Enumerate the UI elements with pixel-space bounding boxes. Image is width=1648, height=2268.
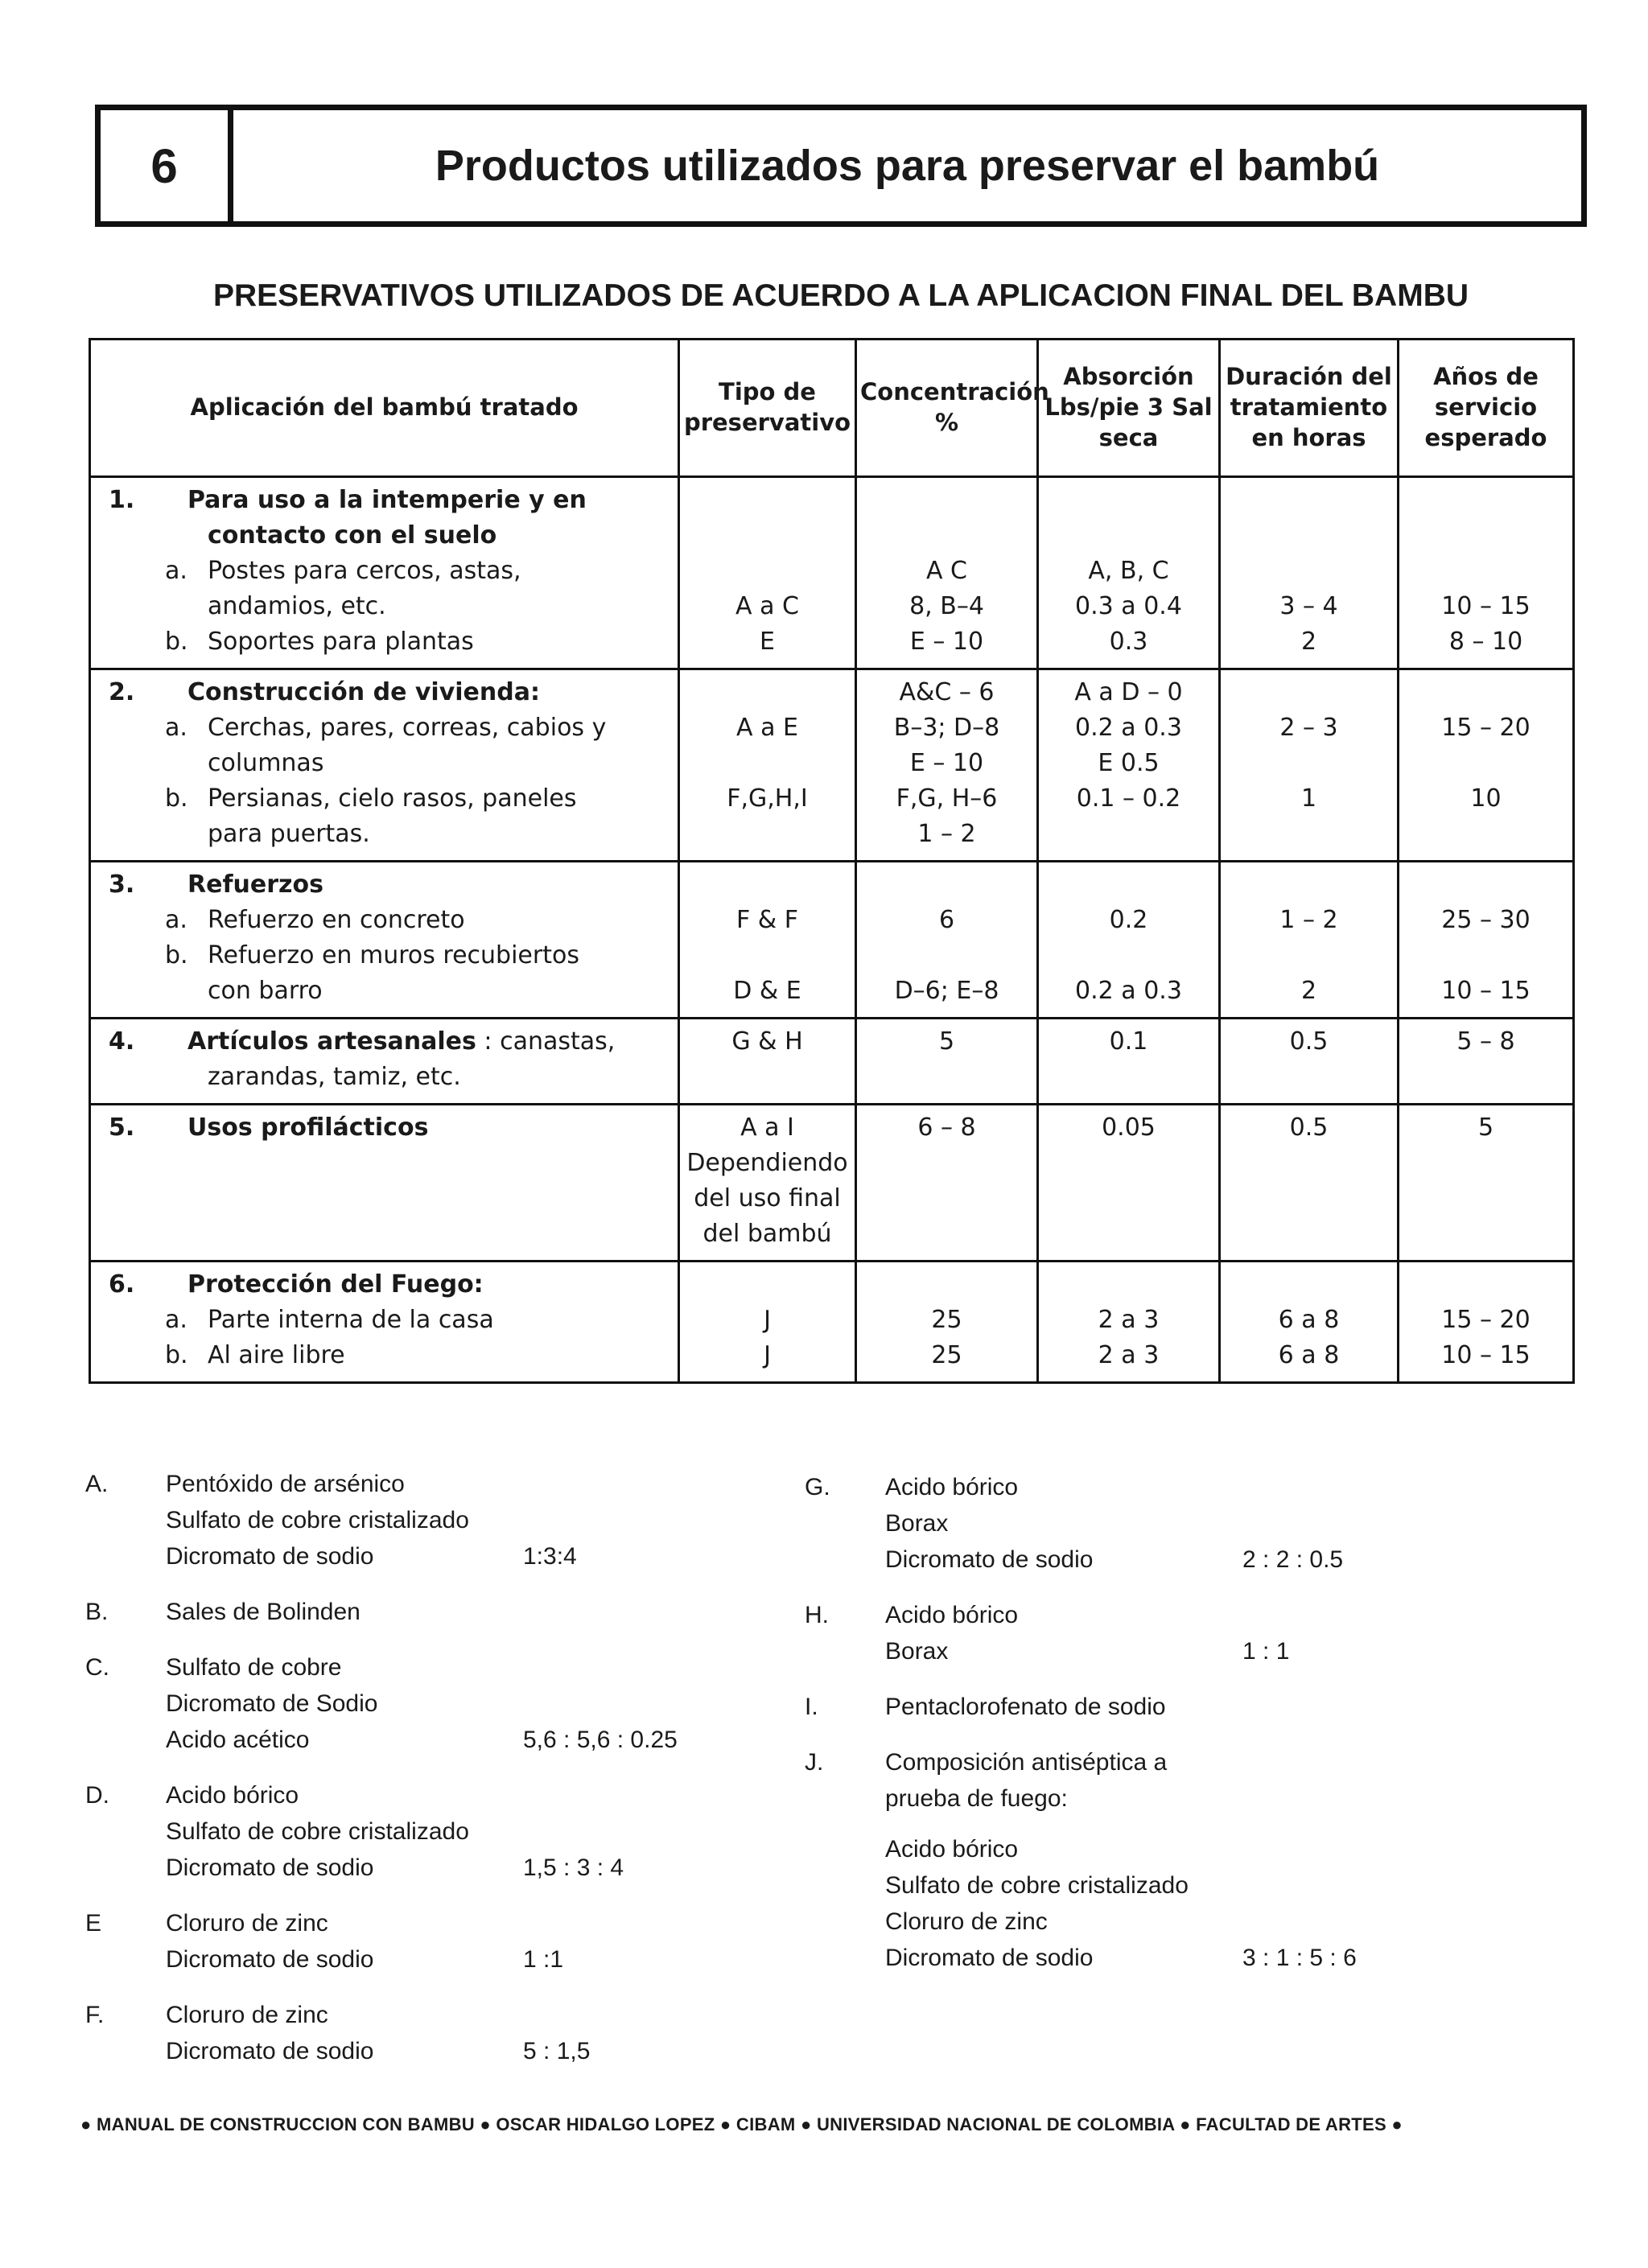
item-text: Parte interna de la casa: [208, 1306, 494, 1334]
list-item: [91, 710, 678, 746]
list-item: [91, 1338, 678, 1373]
legend-letter: C.: [85, 1654, 109, 1681]
cell-aplicacion: [90, 1019, 679, 1105]
cell-tipo: A a I Dependiendo del uso final del bambú: [679, 1105, 856, 1262]
footer: ● MANUAL DE CONSTRUCCION CON BAMBU ● OSCAR HIDALGO LOPEZ ● CIBAM ● UNIVERSIDAD NACIONAL DE COLOMBIA ● FACULTAD DE ARTES ●: [80, 2114, 1403, 2134]
list-item: [91, 746, 678, 781]
cell-anos: 15 – 20 10 – 15: [1399, 1262, 1574, 1383]
section-title: Para uso a la intemperie y en: [187, 486, 587, 514]
section-heading: [91, 675, 678, 710]
section-title-cont: zarandas, tamiz, etc.: [208, 1063, 461, 1091]
item-letter: b.: [165, 941, 188, 969]
table-header-row: [90, 340, 1574, 477]
legend-compound: Acido bórico: [166, 1782, 299, 1809]
table-section: [90, 1105, 1574, 1262]
col-header-concentracion: Concentración %: [856, 340, 1038, 477]
legend-compound: Dicromato de sodio: [166, 2038, 374, 2064]
list-item: [91, 781, 678, 817]
table-row: [90, 1105, 1574, 1262]
item-letter: a.: [165, 1306, 187, 1334]
legend-ratio: 3 : 1 : 5 : 6: [1242, 1945, 1357, 1971]
item-text: Persianas, cielo rasos, paneles: [208, 784, 577, 813]
legend-compound: Sulfato de cobre cristalizado: [885, 1872, 1189, 1899]
legend-letter: I.: [805, 1694, 818, 1720]
legend-letter: A.: [85, 1471, 109, 1497]
legend-item: [805, 1597, 1481, 1669]
cell-absorcion: A a D – 0 0.2 a 0.3 E 0.5 0.1 – 0.2: [1038, 669, 1220, 862]
list-item: [91, 938, 678, 973]
cell-absorcion: 0.2 0.2 a 0.3: [1038, 862, 1220, 1019]
list-item: [91, 903, 678, 938]
cell-concentracion: 5: [856, 1019, 1038, 1105]
legend-ratio: 1:3:4: [523, 1543, 577, 1570]
legend-compound: Borax: [885, 1638, 949, 1665]
legend-compound: Sulfato de cobre cristalizado: [166, 1507, 469, 1533]
legend-compound: Acido acético: [166, 1727, 310, 1753]
table-row: [90, 862, 1574, 1019]
legend-item: [85, 1997, 761, 2069]
cell-tipo: G & H: [679, 1019, 856, 1105]
legend-item: [85, 1649, 761, 1758]
section-title: Protección del Fuego:: [187, 1270, 484, 1299]
cell-anos: 15 – 20 10: [1399, 669, 1574, 862]
section-number: 3.: [109, 871, 135, 899]
cell-anos: 10 – 15 8 – 10: [1399, 477, 1574, 669]
item-letter: [91, 746, 208, 781]
col-header-aplicacion: Aplicación del bambú tratado: [90, 340, 679, 477]
cell-concentracion: A&C – 6 B–3; D–8 E – 10 F,G, H–6 1 – 2: [856, 669, 1038, 862]
cell-tipo: J J: [679, 1262, 856, 1383]
cell-anos: 5: [1399, 1105, 1574, 1262]
legend-left: [85, 1466, 761, 2089]
item-letter: [91, 973, 208, 1009]
item-text: Cerchas, pares, correas, cabios y: [208, 714, 607, 742]
item-letter: a.: [165, 906, 187, 934]
list-item: [91, 624, 678, 660]
legend-item: [805, 1469, 1481, 1578]
legend-item: [805, 1744, 1481, 1976]
cell-duracion: 2 – 3 1: [1220, 669, 1399, 862]
section-title-cont: contacto con el suelo: [208, 521, 497, 550]
cell-tipo: A a C E: [679, 477, 856, 669]
legend-compound: Dicromato de sodio: [885, 1546, 1094, 1573]
legend-item: [805, 1689, 1481, 1725]
legend-compound: Pentóxido de arsénico: [166, 1471, 405, 1497]
legend-ratio: 1 : 1: [1242, 1638, 1290, 1665]
item-text: columnas: [208, 749, 324, 777]
list-item: [91, 1303, 678, 1338]
cell-aplicacion: [90, 1105, 679, 1262]
legend-compound: Sales de Bolinden: [166, 1599, 360, 1625]
section-heading: [91, 483, 678, 518]
cell-absorcion: 2 a 3 2 a 3: [1038, 1262, 1220, 1383]
legend-compound: Dicromato de sodio: [885, 1945, 1094, 1971]
legend-compound: Dicromato de sodio: [166, 1543, 374, 1570]
legend-compound: Sulfato de cobre: [166, 1654, 342, 1681]
table-row: [90, 477, 1574, 669]
cell-aplicacion: [90, 1262, 679, 1383]
legend-compound: prueba de fuego:: [885, 1785, 1068, 1812]
section-number: 5.: [109, 1113, 135, 1142]
item-letter: a.: [165, 557, 187, 585]
item-letter: a.: [165, 714, 187, 742]
cell-duracion: 3 – 4 2: [1220, 477, 1399, 669]
cell-concentracion: A C 8, B–4 E – 10: [856, 477, 1038, 669]
item-text: Soportes para plantas: [208, 628, 474, 656]
item-letter: b.: [165, 784, 188, 813]
legend-ratio: 1 :1: [523, 1946, 564, 1973]
item-text: para puertas.: [208, 820, 370, 848]
item-text: Refuerzo en concreto: [208, 906, 465, 934]
section-heading: [91, 1024, 678, 1060]
section-heading: [91, 1267, 678, 1303]
table-section: [90, 477, 1574, 669]
legend-compound: Sulfato de cobre cristalizado: [166, 1818, 469, 1845]
legend-ratio: 1,5 : 3 : 4: [523, 1854, 624, 1881]
table-section: [90, 1262, 1574, 1383]
section-title: Usos profilácticos: [187, 1113, 429, 1142]
item-letter: b.: [165, 628, 188, 656]
table-row: [90, 669, 1574, 862]
section-number: 1.: [109, 486, 135, 514]
col-header-duracion: Duración del tratamiento en horas: [1220, 340, 1399, 477]
col-header-tipo: Tipo de preservativo: [679, 340, 856, 477]
legend-letter: G.: [805, 1474, 830, 1500]
cell-absorcion: 0.1: [1038, 1019, 1220, 1105]
legend-compound: Composición antiséptica a: [885, 1749, 1168, 1776]
legend-compound: Pentaclorofenato de sodio: [885, 1694, 1166, 1720]
legend-compound: Cloruro de zinc: [166, 2002, 328, 2028]
table-row: [90, 1019, 1574, 1105]
cell-duracion: 6 a 8 6 a 8: [1220, 1262, 1399, 1383]
legend-letter: H.: [805, 1602, 829, 1628]
legend-letter: B.: [85, 1599, 109, 1625]
section-title: Artículos artesanales: [187, 1027, 476, 1056]
list-item: [91, 817, 678, 852]
section-heading: [91, 1110, 678, 1146]
table-title: PRESERVATIVOS UTILIZADOS DE ACUERDO A LA APLICACION FINAL DEL BAMBU: [212, 278, 1469, 313]
table-section: [90, 1019, 1574, 1105]
cell-aplicacion: [90, 669, 679, 862]
cell-anos: 25 – 30 10 – 15: [1399, 862, 1574, 1019]
cell-concentracion: 25 25: [856, 1262, 1038, 1383]
col-header-anos: Años de servicio esperado: [1399, 340, 1574, 477]
cell-tipo: A a E F,G,H,I: [679, 669, 856, 862]
legend-compound: Acido bórico: [885, 1474, 1019, 1500]
cell-aplicacion: [90, 862, 679, 1019]
section-number: 6.: [109, 1270, 135, 1299]
legend-ratio: 5 : 1,5: [523, 2038, 591, 2064]
legend-item: [85, 1594, 761, 1630]
legend-item: [85, 1777, 761, 1886]
table-section: [90, 669, 1574, 862]
item-letter: [91, 589, 208, 624]
cell-duracion: 1 – 2 2: [1220, 862, 1399, 1019]
cell-duracion: 0.5: [1220, 1019, 1399, 1105]
item-text: con barro: [208, 977, 323, 1005]
section-title: Refuerzos: [187, 871, 323, 899]
cell-absorcion: A, B, C 0.3 a 0.4 0.3: [1038, 477, 1220, 669]
section-number: 2.: [109, 678, 135, 706]
section-heading: [91, 867, 678, 903]
cell-anos: 5 – 8: [1399, 1019, 1574, 1105]
preservatives-table: [89, 338, 1575, 1384]
cell-aplicacion: [90, 477, 679, 669]
legend-item: [85, 1905, 761, 1978]
legend-item: [85, 1466, 761, 1574]
legend-compound: Cloruro de zinc: [166, 1910, 328, 1937]
section-title-rest: : canastas,: [476, 1027, 616, 1056]
legend-compound: Dicromato de Sodio: [166, 1690, 378, 1717]
item-text: Refuerzo en muros recubiertos: [208, 941, 579, 969]
table-section: [90, 862, 1574, 1019]
legend-compound: Acido bórico: [885, 1602, 1019, 1628]
cell-concentracion: 6 D–6; E–8: [856, 862, 1038, 1019]
item-text: Postes para cercos, astas,: [208, 557, 521, 585]
list-item: [91, 973, 678, 1009]
legend-compound: Cloruro de zinc: [885, 1908, 1048, 1935]
legend-compound: Dicromato de sodio: [166, 1854, 374, 1881]
list-item: [91, 554, 678, 589]
section-title: Construcción de vivienda:: [187, 678, 540, 706]
chapter-header: [95, 105, 1587, 227]
legend-ratio: 5,6 : 5,6 : 0.25: [523, 1727, 678, 1753]
legend-letter: F.: [85, 2002, 105, 2028]
cell-tipo: F & F D & E: [679, 862, 856, 1019]
legend-letter: D.: [85, 1782, 109, 1809]
item-text: Al aire libre: [208, 1341, 345, 1369]
legend-compound: Dicromato de sodio: [166, 1946, 374, 1973]
legend-compound: Acido bórico: [885, 1836, 1019, 1863]
chapter-title: Productos utilizados para preservar el bambú: [435, 142, 1380, 190]
legend-compound: Borax: [885, 1510, 949, 1537]
cell-absorcion: 0.05: [1038, 1105, 1220, 1262]
section-number: 4.: [109, 1027, 135, 1056]
cell-concentracion: 6 – 8: [856, 1105, 1038, 1262]
legend-ratio: 2 : 2 : 0.5: [1242, 1546, 1344, 1573]
col-header-absorcion: Absorción Lbs/pie 3 Sal seca: [1038, 340, 1220, 477]
item-letter: b.: [165, 1341, 188, 1369]
table-row: [90, 1262, 1574, 1383]
list-item: [91, 589, 678, 624]
chapter-number: 6: [101, 110, 233, 221]
legend-letter: E: [85, 1910, 102, 1937]
cell-duracion: 0.5: [1220, 1105, 1399, 1262]
item-letter: [91, 817, 208, 852]
legend-letter: J.: [805, 1749, 824, 1776]
item-text: andamios, etc.: [208, 592, 386, 620]
legend-right: [805, 1469, 1481, 1995]
